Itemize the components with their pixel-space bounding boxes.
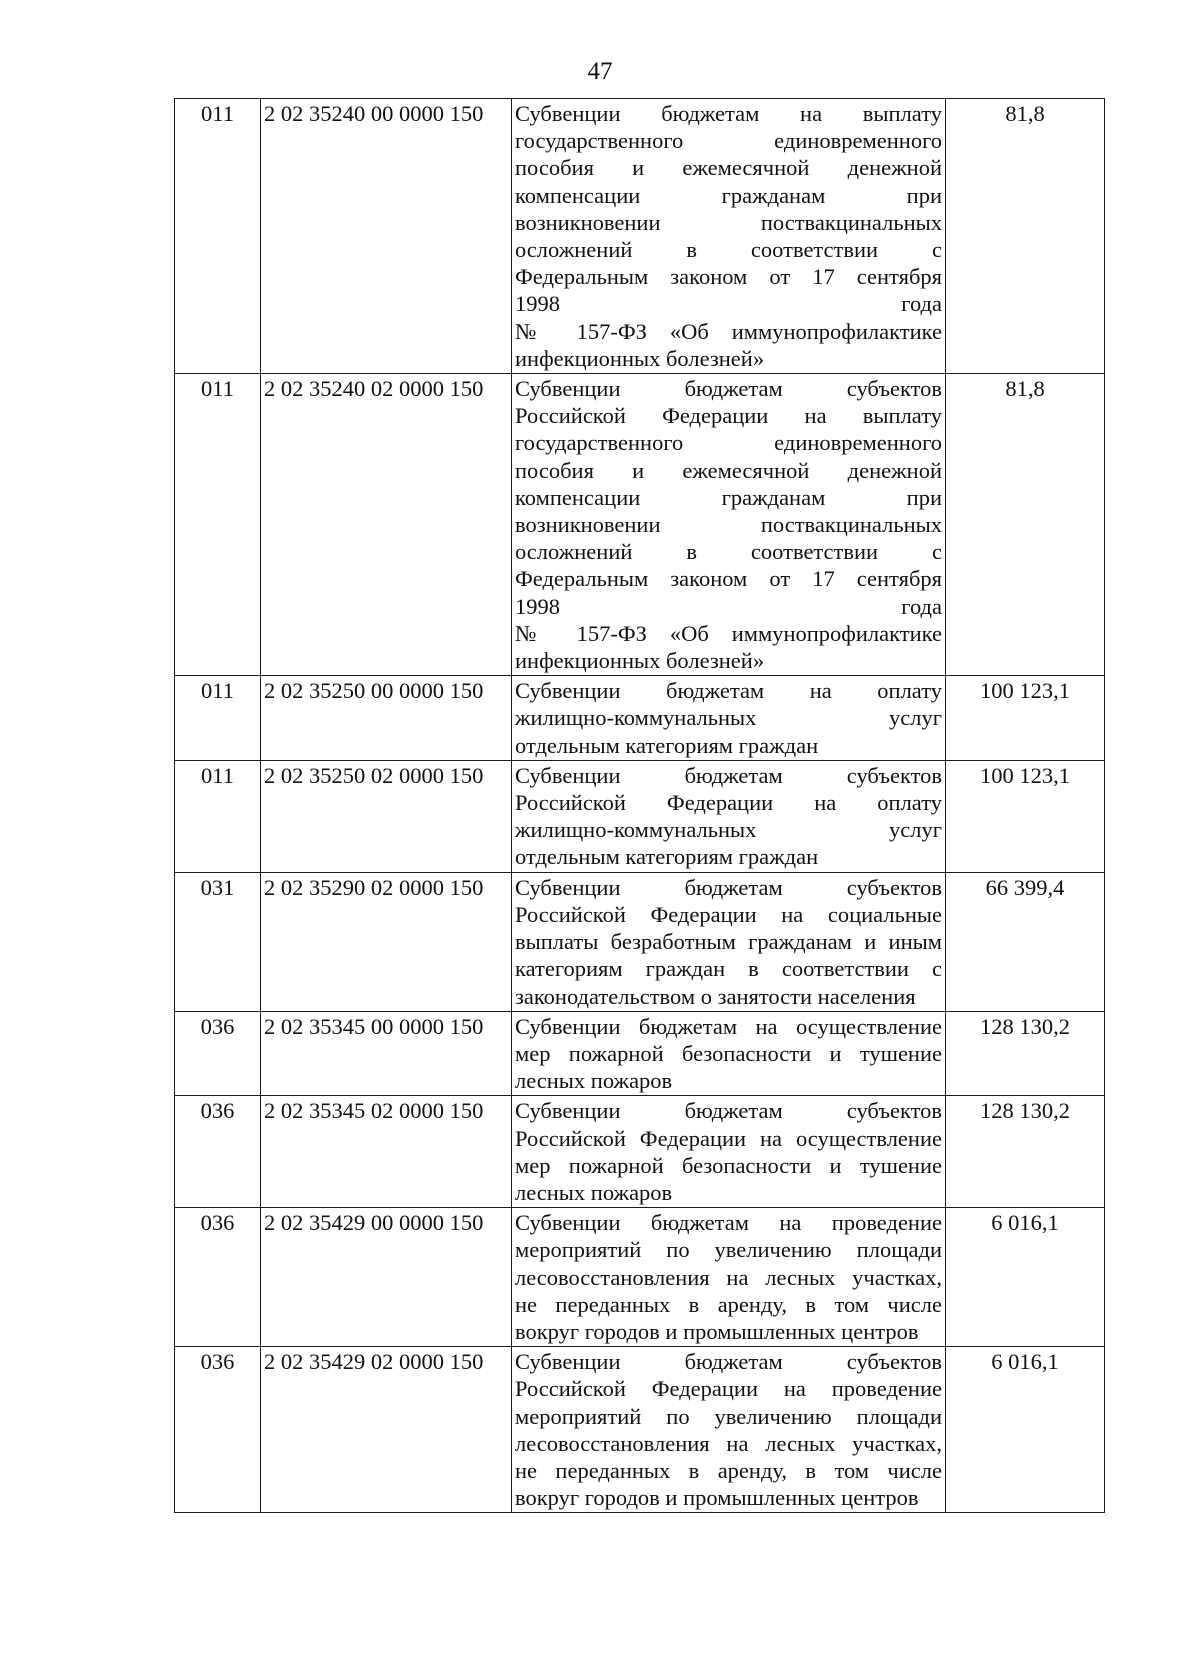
income-name-line: № 157-ФЗ «Об иммунопрофилактике: [515, 620, 942, 646]
income-name-line: Субвенции бюджетам субъектов: [515, 1098, 942, 1124]
budget-code-cell: 2 02 35429 00 0000 150: [261, 1208, 512, 1347]
table-row: [175, 676, 1105, 761]
income-name-line: компенсации гражданам при: [515, 484, 942, 510]
income-name-line: 1998 года: [515, 593, 942, 619]
income-name-cell: [512, 1347, 946, 1513]
income-name-line: пособия и ежемесячной денежной: [515, 457, 942, 483]
table-row: [175, 872, 1105, 1011]
income-name-line: мероприятий по увеличению площади: [515, 1403, 942, 1429]
budget-code-cell: 2 02 35240 02 0000 150: [261, 374, 512, 676]
budget-code-cell: 2 02 35345 00 0000 150: [261, 1011, 512, 1096]
income-name-line: Российской Федерации на осуществление: [515, 1125, 942, 1151]
income-name-line: Российской Федерации на социальные: [515, 901, 942, 927]
budget-code-cell: 2 02 35429 02 0000 150: [261, 1347, 512, 1513]
income-name-line: лесовосстановления на лесных участках,: [515, 1264, 942, 1290]
income-name-line: мер пожарной безопасности и тушение: [515, 1152, 942, 1178]
amount-cell: 128 130,2: [946, 1011, 1105, 1096]
income-name-line: № 157-ФЗ «Об иммунопрофилактике: [515, 318, 942, 344]
budget-code-cell: 2 02 35250 00 0000 150: [261, 676, 512, 761]
amount-cell: 128 130,2: [946, 1096, 1105, 1208]
income-name-line: Субвенции бюджетам субъектов: [515, 874, 942, 900]
income-name-cell: [512, 872, 946, 1011]
admin-code-cell: 011: [175, 374, 261, 676]
amount-cell: 81,8: [946, 99, 1105, 374]
income-name-line: возникновении поствакцинальных: [515, 512, 942, 538]
table-row: [175, 1208, 1105, 1347]
income-name-line: отдельным категориям граждан: [515, 844, 819, 870]
table-row: [175, 760, 1105, 872]
income-name-line: лесных пожаров: [515, 1068, 673, 1094]
income-name-line: инфекционных болезней»: [515, 345, 765, 371]
income-name-line: Российской Федерации на оплату: [515, 790, 942, 816]
income-name-line: государственного единовременного: [515, 128, 942, 154]
income-name-line: мероприятий по увеличению площади: [515, 1237, 942, 1263]
income-name-cell: [512, 99, 946, 374]
income-name-line: мер пожарной безопасности и тушение: [515, 1040, 942, 1066]
admin-code-cell: 011: [175, 99, 261, 374]
budget-table-body: [175, 99, 1105, 1513]
amount-cell: 100 123,1: [946, 676, 1105, 761]
income-name-line: 1998 года: [515, 291, 942, 317]
income-name-line: осложнений в соответствии с: [515, 539, 942, 565]
income-name-line: инфекционных болезней»: [515, 648, 765, 674]
amount-cell: 6 016,1: [946, 1208, 1105, 1347]
income-name-line: выплаты безработным гражданам и иным: [515, 929, 942, 955]
budget-table: [174, 98, 1105, 1513]
income-name-line: жилищно-коммунальных услуг: [515, 705, 942, 731]
table-row: [175, 99, 1105, 374]
table-row: [175, 374, 1105, 676]
income-name-cell: [512, 1011, 946, 1096]
income-name-line: Субвенции бюджетам на осуществление: [515, 1013, 942, 1039]
income-name-cell: [512, 760, 946, 872]
income-name-line: лесовосстановления на лесных участках,: [515, 1430, 942, 1456]
page-number: 47: [587, 58, 613, 85]
income-name-line: Федеральным законом от 17 сентября: [515, 264, 942, 290]
income-name-line: категориям граждан в соответствии с: [515, 956, 942, 982]
income-name-line: вокруг городов и промышленных центров: [515, 1318, 919, 1344]
income-name-cell: [512, 1096, 946, 1208]
table-row: [175, 1347, 1105, 1513]
admin-code-cell: 011: [175, 760, 261, 872]
income-name-line: пособия и ежемесячной денежной: [515, 155, 942, 181]
income-name-cell: [512, 374, 946, 676]
table-row: [175, 1011, 1105, 1096]
income-name-line: не переданных в аренду, в том числе: [515, 1291, 942, 1317]
income-name-line: Субвенции бюджетам на проведение: [515, 1210, 942, 1236]
income-name-line: государственного единовременного: [515, 430, 942, 456]
admin-code-cell: 036: [175, 1347, 261, 1513]
income-name-line: осложнений в соответствии с: [515, 237, 942, 263]
income-name-line: возникновении поствакцинальных: [515, 209, 942, 235]
income-name-line: Субвенции бюджетам субъектов: [515, 762, 942, 788]
budget-code-cell: 2 02 35345 02 0000 150: [261, 1096, 512, 1208]
budget-code-cell: 2 02 35250 02 0000 150: [261, 760, 512, 872]
amount-cell: 6 016,1: [946, 1347, 1105, 1513]
amount-cell: 66 399,4: [946, 872, 1105, 1011]
income-name-line: лесных пожаров: [515, 1179, 673, 1205]
budget-code-cell: 2 02 35290 02 0000 150: [261, 872, 512, 1011]
income-name-line: Субвенции бюджетам на оплату: [515, 678, 942, 704]
table-row: [175, 1096, 1105, 1208]
admin-code-cell: 011: [175, 676, 261, 761]
amount-cell: 81,8: [946, 374, 1105, 676]
income-name-cell: [512, 676, 946, 761]
income-name-line: Российской Федерации на выплату: [515, 403, 942, 429]
admin-code-cell: 031: [175, 872, 261, 1011]
income-name-line: не переданных в аренду, в том числе: [515, 1457, 942, 1483]
budget-code-cell: 2 02 35240 00 0000 150: [261, 99, 512, 374]
income-name-line: Российской Федерации на проведение: [515, 1376, 942, 1402]
income-name-line: компенсации гражданам при: [515, 182, 942, 208]
income-name-line: вокруг городов и промышленных центров: [515, 1485, 919, 1511]
income-name-line: Субвенции бюджетам субъектов: [515, 376, 942, 402]
admin-code-cell: 036: [175, 1208, 261, 1347]
admin-code-cell: 036: [175, 1011, 261, 1096]
income-name-line: отдельным категориям граждан: [515, 732, 819, 758]
income-name-line: Федеральным законом от 17 сентября: [515, 566, 942, 592]
income-name-line: Субвенции бюджетам субъектов: [515, 1349, 942, 1375]
income-name-line: жилищно-коммунальных услуг: [515, 817, 942, 843]
amount-cell: 100 123,1: [946, 760, 1105, 872]
income-name-line: законодательством о занятости населения: [515, 983, 916, 1009]
income-name-cell: [512, 1208, 946, 1347]
income-name-line: Субвенции бюджетам на выплату: [515, 101, 942, 126]
admin-code-cell: 036: [175, 1096, 261, 1208]
